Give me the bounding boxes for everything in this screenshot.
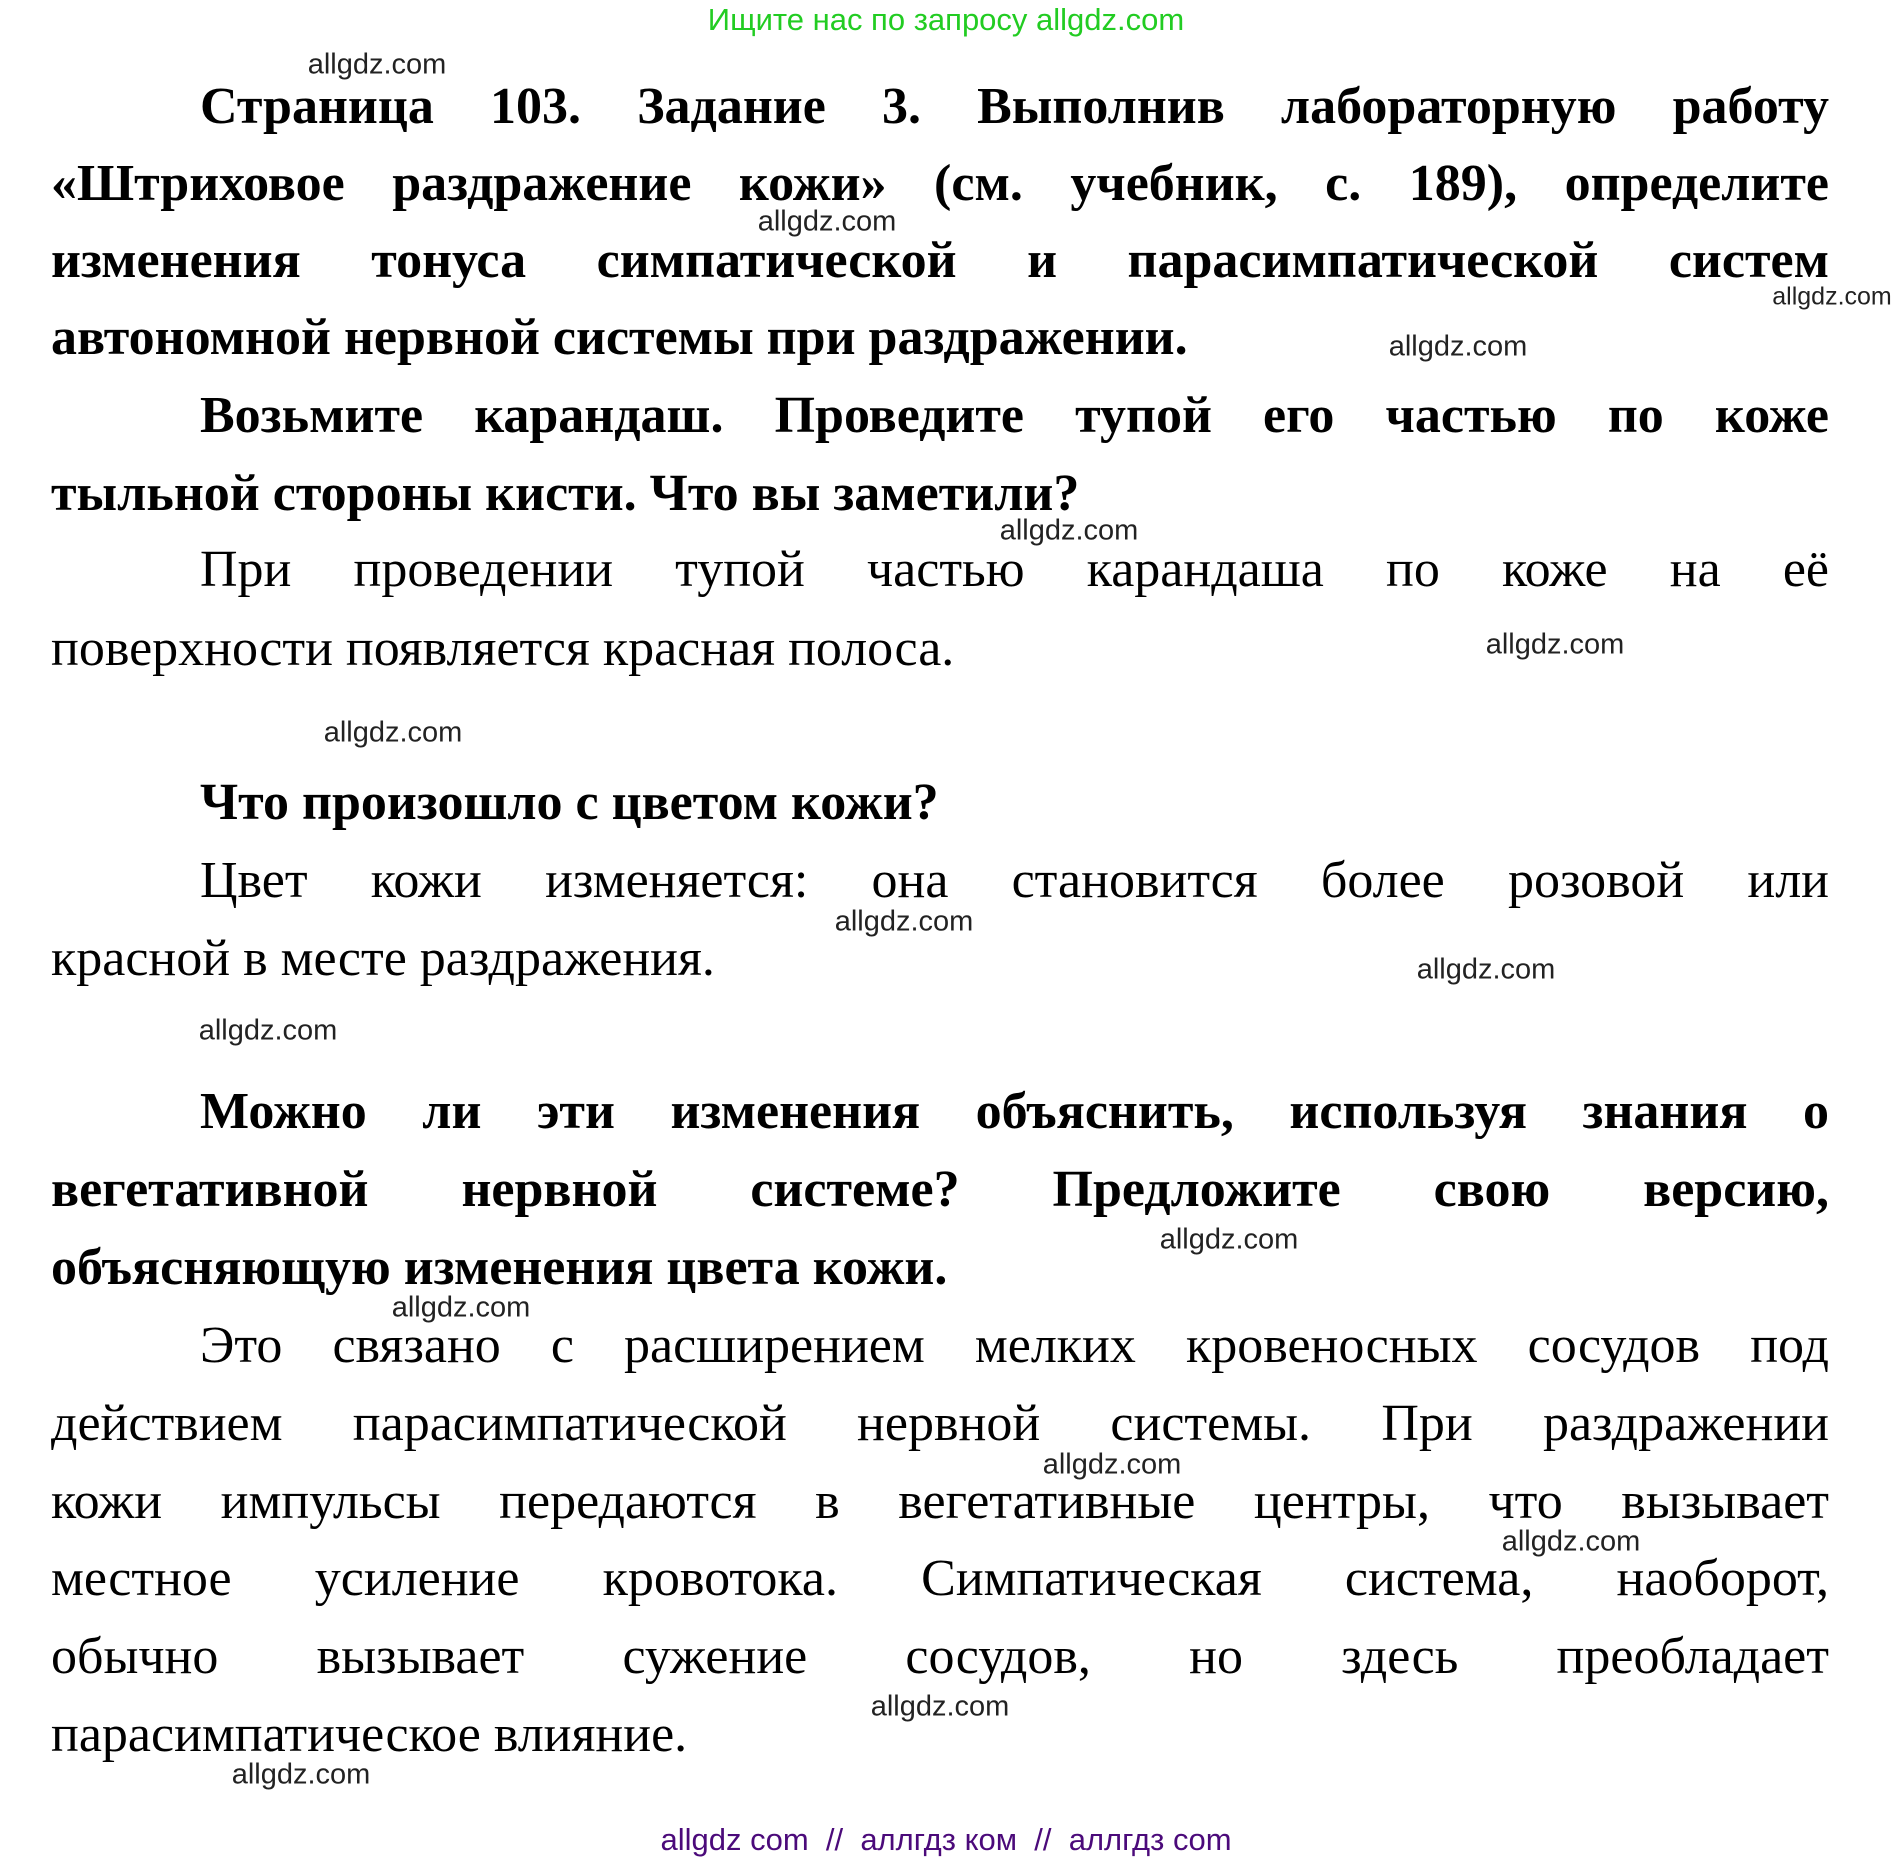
- question-3-line: вегетативной нервной системе? Предложите свою версию,: [51, 1161, 1829, 1218]
- question-3-line: объясняющую изменения цвета кожи.: [51, 1239, 948, 1296]
- answer-3-line: местное усиление кровотока. Симпатическая система, наоборот,: [51, 1550, 1829, 1607]
- watermark: allgdz.com: [757, 205, 897, 238]
- watermark: allgdz.com: [1159, 1223, 1299, 1256]
- watermark: allgdz.com: [870, 1690, 1010, 1723]
- search-hint-banner: Ищите нас по запросу allgdz.com: [707, 2, 1185, 37]
- question-2-line: Что произошло с цветом кожи?: [200, 774, 939, 831]
- answer-3-line: Это связано с расширением мелких кровеносных сосудов под: [200, 1317, 1829, 1374]
- watermark: allgdz.com: [1772, 282, 1892, 311]
- answer-1-line: поверхности появляется красная полоса.: [51, 620, 955, 677]
- question-3-line: Можно ли эти изменения объяснить, используя знания о: [200, 1083, 1829, 1140]
- answer-1-line: При проведении тупой частью карандаша по коже на её: [200, 541, 1829, 598]
- answer-3-line: обычно вызывает сужение сосудов, но здесь преобладает: [51, 1628, 1829, 1685]
- watermark: allgdz.com: [323, 716, 463, 749]
- answer-3-line: парасимпатическое влияние.: [51, 1706, 688, 1763]
- watermark: allgdz.com: [391, 1291, 531, 1324]
- watermark: allgdz.com: [1485, 628, 1625, 661]
- answer-2-line: красной в месте раздражения.: [51, 930, 715, 987]
- task-heading-line: «Штриховое раздражение кожи» (см. учебник, с. 189), определите: [51, 155, 1829, 212]
- answer-2-line: Цвет кожи изменяется: она становится более розовой или: [200, 852, 1829, 909]
- watermark: allgdz.com: [1501, 1525, 1641, 1558]
- task-heading-line: Страница 103. Задание 3. Выполнив лабораторную работу: [200, 78, 1829, 135]
- watermark: allgdz.com: [307, 48, 447, 81]
- watermark: allgdz.com: [999, 514, 1139, 547]
- question-1-line: Возьмите карандаш. Проведите тупой его частью по коже: [200, 387, 1829, 444]
- task-heading-line: изменения тонуса симпатической и парасимпатической систем: [51, 232, 1829, 289]
- watermark: allgdz.com: [198, 1014, 338, 1047]
- watermark: allgdz.com: [1416, 953, 1556, 986]
- answer-3-line: действием парасимпатической нервной системы. При раздражении: [51, 1395, 1829, 1452]
- question-1-line: тыльной стороны кисти. Что вы заметили?: [51, 465, 1080, 522]
- watermark: allgdz.com: [834, 905, 974, 938]
- answer-3-line: кожи импульсы передаются в вегетативные центры, что вызывает: [51, 1473, 1829, 1530]
- watermark: allgdz.com: [1042, 1448, 1182, 1481]
- task-heading-line: автономной нервной системы при раздражении.: [51, 309, 1188, 366]
- watermark: allgdz.com: [231, 1758, 371, 1791]
- footer-links: allgdz com // аллгдз ком // аллгдз com: [660, 1822, 1232, 1857]
- watermark: allgdz.com: [1388, 330, 1528, 363]
